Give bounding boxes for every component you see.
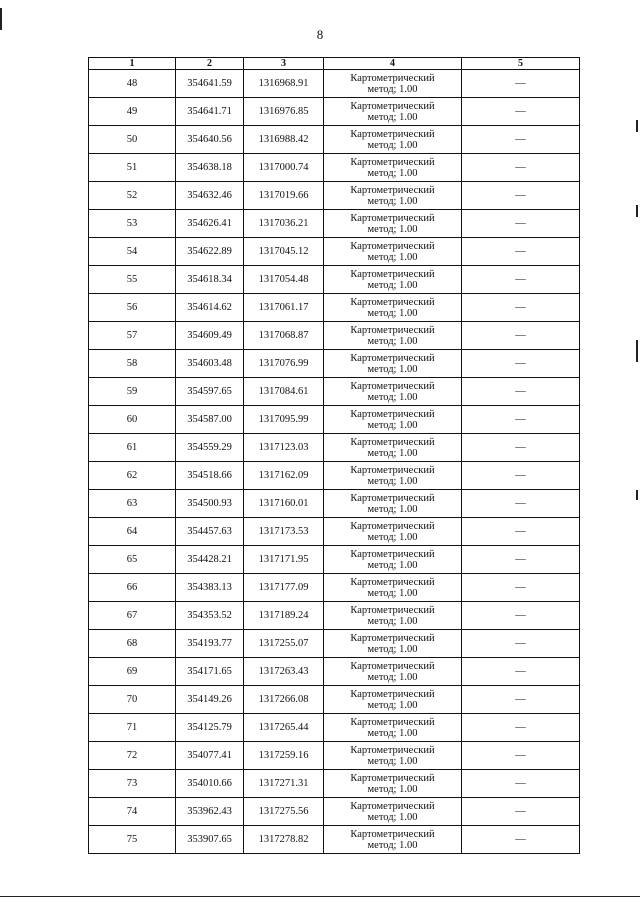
y-coordinate-cell: 1317275.56 xyxy=(244,798,324,826)
method-line-2: метод; 1.00 xyxy=(367,811,418,823)
y-coordinate-cell: 1317000.74 xyxy=(244,154,324,182)
method-cell xyxy=(324,98,462,126)
x-coordinate-cell: 353907.65 xyxy=(176,826,244,854)
x-coordinate-cell: 354638.18 xyxy=(176,154,244,182)
x-coordinate-cell: 354125.79 xyxy=(176,714,244,742)
method-cell xyxy=(324,630,462,658)
table-row xyxy=(89,518,580,546)
point-number-cell: 50 xyxy=(89,126,176,154)
point-number-cell: 63 xyxy=(89,490,176,518)
method-cell xyxy=(324,518,462,546)
table-row xyxy=(89,602,580,630)
method-line-1: Картометрический xyxy=(350,828,435,840)
method-cell xyxy=(324,686,462,714)
note-cell: — xyxy=(462,462,580,490)
note-cell: — xyxy=(462,378,580,406)
method-line-2: метод; 1.00 xyxy=(367,783,418,795)
method-line-1: Картометрический xyxy=(350,380,435,392)
method-line-1: Картометрический xyxy=(350,352,435,364)
scan-edge-mark xyxy=(636,120,638,132)
y-coordinate-cell: 1316968.91 xyxy=(244,70,324,98)
method-cell xyxy=(324,154,462,182)
method-line-1: Картометрический xyxy=(350,660,435,672)
x-coordinate-cell: 354353.52 xyxy=(176,602,244,630)
x-coordinate-cell: 354641.59 xyxy=(176,70,244,98)
note-cell: — xyxy=(462,350,580,378)
header-col-4: 4 xyxy=(324,58,462,70)
method-line-1: Картометрический xyxy=(350,548,435,560)
method-line-1: Картометрический xyxy=(350,268,435,280)
x-coordinate-cell: 354609.49 xyxy=(176,322,244,350)
y-coordinate-cell: 1317019.66 xyxy=(244,182,324,210)
method-line-2: метод; 1.00 xyxy=(367,755,418,767)
table-row xyxy=(89,238,580,266)
method-line-1: Картометрический xyxy=(350,296,435,308)
x-coordinate-cell: 354587.00 xyxy=(176,406,244,434)
method-line-1: Картометрический xyxy=(350,436,435,448)
method-cell xyxy=(324,546,462,574)
method-cell xyxy=(324,406,462,434)
x-coordinate-cell: 354010.66 xyxy=(176,770,244,798)
method-cell xyxy=(324,770,462,798)
method-line-2: метод; 1.00 xyxy=(367,447,418,459)
note-cell: — xyxy=(462,714,580,742)
method-line-1: Картометрический xyxy=(350,128,435,140)
note-cell: — xyxy=(462,238,580,266)
note-cell: — xyxy=(462,658,580,686)
method-line-2: метод; 1.00 xyxy=(367,251,418,263)
note-cell: — xyxy=(462,742,580,770)
note-cell: — xyxy=(462,126,580,154)
point-number-cell: 53 xyxy=(89,210,176,238)
method-cell xyxy=(324,266,462,294)
note-cell: — xyxy=(462,518,580,546)
table-row xyxy=(89,462,580,490)
method-cell xyxy=(324,490,462,518)
x-coordinate-cell: 354518.66 xyxy=(176,462,244,490)
x-coordinate-cell: 354077.41 xyxy=(176,742,244,770)
x-coordinate-cell: 354632.46 xyxy=(176,182,244,210)
table-row xyxy=(89,294,580,322)
point-number-cell: 69 xyxy=(89,658,176,686)
y-coordinate-cell: 1317266.08 xyxy=(244,686,324,714)
method-line-1: Картометрический xyxy=(350,72,435,84)
y-coordinate-cell: 1317095.99 xyxy=(244,406,324,434)
y-coordinate-cell: 1317265.44 xyxy=(244,714,324,742)
note-cell: — xyxy=(462,294,580,322)
method-line-2: метод; 1.00 xyxy=(367,83,418,95)
note-cell: — xyxy=(462,98,580,126)
note-cell: — xyxy=(462,322,580,350)
point-number-cell: 68 xyxy=(89,630,176,658)
table-row xyxy=(89,210,580,238)
header-col-3: 3 xyxy=(244,58,324,70)
point-number-cell: 51 xyxy=(89,154,176,182)
method-line-2: метод; 1.00 xyxy=(367,587,418,599)
method-line-1: Картометрический xyxy=(350,688,435,700)
note-cell: — xyxy=(462,434,580,462)
method-cell xyxy=(324,294,462,322)
note-cell: — xyxy=(462,406,580,434)
y-coordinate-cell: 1317084.61 xyxy=(244,378,324,406)
method-cell xyxy=(324,70,462,98)
point-number-cell: 64 xyxy=(89,518,176,546)
x-coordinate-cell: 354457.63 xyxy=(176,518,244,546)
y-coordinate-cell: 1317171.95 xyxy=(244,546,324,574)
note-cell: — xyxy=(462,826,580,854)
point-number-cell: 59 xyxy=(89,378,176,406)
method-line-2: метод; 1.00 xyxy=(367,335,418,347)
note-cell: — xyxy=(462,630,580,658)
method-line-2: метод; 1.00 xyxy=(367,671,418,683)
note-cell: — xyxy=(462,686,580,714)
note-cell: — xyxy=(462,602,580,630)
y-coordinate-cell: 1317263.43 xyxy=(244,658,324,686)
y-coordinate-cell: 1317061.17 xyxy=(244,294,324,322)
coordinates-table xyxy=(88,57,580,854)
y-coordinate-cell: 1316988.42 xyxy=(244,126,324,154)
point-number-cell: 56 xyxy=(89,294,176,322)
method-line-2: метод; 1.00 xyxy=(367,363,418,375)
method-line-1: Картометрический xyxy=(350,212,435,224)
method-line-1: Картометрический xyxy=(350,184,435,196)
point-number-cell: 54 xyxy=(89,238,176,266)
method-line-1: Картометрический xyxy=(350,240,435,252)
point-number-cell: 72 xyxy=(89,742,176,770)
method-line-1: Картометрический xyxy=(350,576,435,588)
method-cell xyxy=(324,126,462,154)
x-coordinate-cell: 354618.34 xyxy=(176,266,244,294)
note-cell: — xyxy=(462,490,580,518)
method-line-1: Картометрический xyxy=(350,520,435,532)
method-line-2: метод; 1.00 xyxy=(367,699,418,711)
method-line-2: метод; 1.00 xyxy=(367,559,418,571)
y-coordinate-cell: 1317068.87 xyxy=(244,322,324,350)
table-row xyxy=(89,742,580,770)
y-coordinate-cell: 1317271.31 xyxy=(244,770,324,798)
method-line-2: метод; 1.00 xyxy=(367,615,418,627)
x-coordinate-cell: 354383.13 xyxy=(176,574,244,602)
note-cell: — xyxy=(462,266,580,294)
note-cell: — xyxy=(462,210,580,238)
y-coordinate-cell: 1317278.82 xyxy=(244,826,324,854)
y-coordinate-cell: 1317162.09 xyxy=(244,462,324,490)
method-cell xyxy=(324,238,462,266)
method-line-1: Картометрический xyxy=(350,604,435,616)
method-cell xyxy=(324,602,462,630)
method-line-2: метод; 1.00 xyxy=(367,139,418,151)
y-coordinate-cell: 1317177.09 xyxy=(244,574,324,602)
method-line-1: Картометрический xyxy=(350,800,435,812)
method-line-2: метод; 1.00 xyxy=(367,839,418,851)
scan-edge-mark xyxy=(0,896,640,897)
x-coordinate-cell: 354171.65 xyxy=(176,658,244,686)
method-cell xyxy=(324,826,462,854)
method-line-2: метод; 1.00 xyxy=(367,167,418,179)
method-cell xyxy=(324,574,462,602)
y-coordinate-cell: 1317255.07 xyxy=(244,630,324,658)
method-cell xyxy=(324,658,462,686)
table-row xyxy=(89,322,580,350)
method-line-2: метод; 1.00 xyxy=(367,279,418,291)
method-line-2: метод; 1.00 xyxy=(367,195,418,207)
point-number-cell: 73 xyxy=(89,770,176,798)
method-line-1: Картометрический xyxy=(350,100,435,112)
scan-edge-mark xyxy=(636,205,638,217)
header-col-2: 2 xyxy=(176,58,244,70)
y-coordinate-cell: 1317036.21 xyxy=(244,210,324,238)
method-cell xyxy=(324,798,462,826)
x-coordinate-cell: 354428.21 xyxy=(176,546,244,574)
header-col-1: 1 xyxy=(89,58,176,70)
method-line-2: метод; 1.00 xyxy=(367,503,418,515)
note-cell: — xyxy=(462,182,580,210)
point-number-cell: 75 xyxy=(89,826,176,854)
note-cell: — xyxy=(462,546,580,574)
method-line-2: метод; 1.00 xyxy=(367,391,418,403)
method-cell xyxy=(324,322,462,350)
header-col-5: 5 xyxy=(462,58,580,70)
table-row xyxy=(89,70,580,98)
table-row xyxy=(89,574,580,602)
x-coordinate-cell: 353962.43 xyxy=(176,798,244,826)
table-row xyxy=(89,350,580,378)
table-row xyxy=(89,406,580,434)
x-coordinate-cell: 354614.62 xyxy=(176,294,244,322)
y-coordinate-cell: 1317045.12 xyxy=(244,238,324,266)
method-line-2: метод; 1.00 xyxy=(367,111,418,123)
point-number-cell: 74 xyxy=(89,798,176,826)
table-row xyxy=(89,826,580,854)
table-row xyxy=(89,378,580,406)
table-row xyxy=(89,98,580,126)
table-header-row xyxy=(89,58,580,70)
table-row xyxy=(89,126,580,154)
table-row xyxy=(89,770,580,798)
page-number: 8 xyxy=(316,27,324,42)
method-line-1: Картометрический xyxy=(350,492,435,504)
point-number-cell: 67 xyxy=(89,602,176,630)
scan-edge-mark xyxy=(636,490,638,500)
point-number-cell: 60 xyxy=(89,406,176,434)
x-coordinate-cell: 354603.48 xyxy=(176,350,244,378)
x-coordinate-cell: 354640.56 xyxy=(176,126,244,154)
table-row xyxy=(89,686,580,714)
x-coordinate-cell: 354559.29 xyxy=(176,434,244,462)
scan-edge-mark xyxy=(636,340,638,362)
point-number-cell: 57 xyxy=(89,322,176,350)
method-cell xyxy=(324,742,462,770)
table-row xyxy=(89,798,580,826)
method-line-2: метод; 1.00 xyxy=(367,223,418,235)
method-cell xyxy=(324,182,462,210)
method-line-1: Картометрический xyxy=(350,744,435,756)
x-coordinate-cell: 354597.65 xyxy=(176,378,244,406)
point-number-cell: 66 xyxy=(89,574,176,602)
table-row xyxy=(89,658,580,686)
point-number-cell: 52 xyxy=(89,182,176,210)
method-cell xyxy=(324,714,462,742)
note-cell: — xyxy=(462,70,580,98)
table-row xyxy=(89,154,580,182)
y-coordinate-cell: 1317160.01 xyxy=(244,490,324,518)
method-line-1: Картометрический xyxy=(350,464,435,476)
method-line-1: Картометрический xyxy=(350,716,435,728)
note-cell: — xyxy=(462,798,580,826)
x-coordinate-cell: 354500.93 xyxy=(176,490,244,518)
note-cell: — xyxy=(462,770,580,798)
table-row xyxy=(89,546,580,574)
point-number-cell: 62 xyxy=(89,462,176,490)
point-number-cell: 65 xyxy=(89,546,176,574)
method-cell xyxy=(324,210,462,238)
table-row xyxy=(89,490,580,518)
table-row xyxy=(89,434,580,462)
point-number-cell: 55 xyxy=(89,266,176,294)
method-line-2: метод; 1.00 xyxy=(367,531,418,543)
table-row xyxy=(89,630,580,658)
note-cell: — xyxy=(462,154,580,182)
x-coordinate-cell: 354626.41 xyxy=(176,210,244,238)
point-number-cell: 58 xyxy=(89,350,176,378)
method-line-1: Картометрический xyxy=(350,772,435,784)
method-cell xyxy=(324,462,462,490)
y-coordinate-cell: 1317054.48 xyxy=(244,266,324,294)
point-number-cell: 70 xyxy=(89,686,176,714)
y-coordinate-cell: 1317123.03 xyxy=(244,434,324,462)
table-row xyxy=(89,714,580,742)
y-coordinate-cell: 1316976.85 xyxy=(244,98,324,126)
method-cell xyxy=(324,378,462,406)
x-coordinate-cell: 354193.77 xyxy=(176,630,244,658)
point-number-cell: 49 xyxy=(89,98,176,126)
table-row xyxy=(89,266,580,294)
method-line-2: метод; 1.00 xyxy=(367,307,418,319)
method-cell xyxy=(324,350,462,378)
method-line-2: метод; 1.00 xyxy=(367,475,418,487)
method-line-1: Картометрический xyxy=(350,156,435,168)
method-line-1: Картометрический xyxy=(350,632,435,644)
y-coordinate-cell: 1317189.24 xyxy=(244,602,324,630)
note-cell: — xyxy=(462,574,580,602)
x-coordinate-cell: 354622.89 xyxy=(176,238,244,266)
method-line-2: метод; 1.00 xyxy=(367,727,418,739)
method-line-2: метод; 1.00 xyxy=(367,643,418,655)
point-number-cell: 48 xyxy=(89,70,176,98)
y-coordinate-cell: 1317259.16 xyxy=(244,742,324,770)
x-coordinate-cell: 354149.26 xyxy=(176,686,244,714)
point-number-cell: 71 xyxy=(89,714,176,742)
method-line-1: Картометрический xyxy=(350,408,435,420)
table-row xyxy=(89,182,580,210)
method-cell xyxy=(324,434,462,462)
y-coordinate-cell: 1317076.99 xyxy=(244,350,324,378)
y-coordinate-cell: 1317173.53 xyxy=(244,518,324,546)
point-number-cell: 61 xyxy=(89,434,176,462)
method-line-1: Картометрический xyxy=(350,324,435,336)
x-coordinate-cell: 354641.71 xyxy=(176,98,244,126)
method-line-2: метод; 1.00 xyxy=(367,419,418,431)
